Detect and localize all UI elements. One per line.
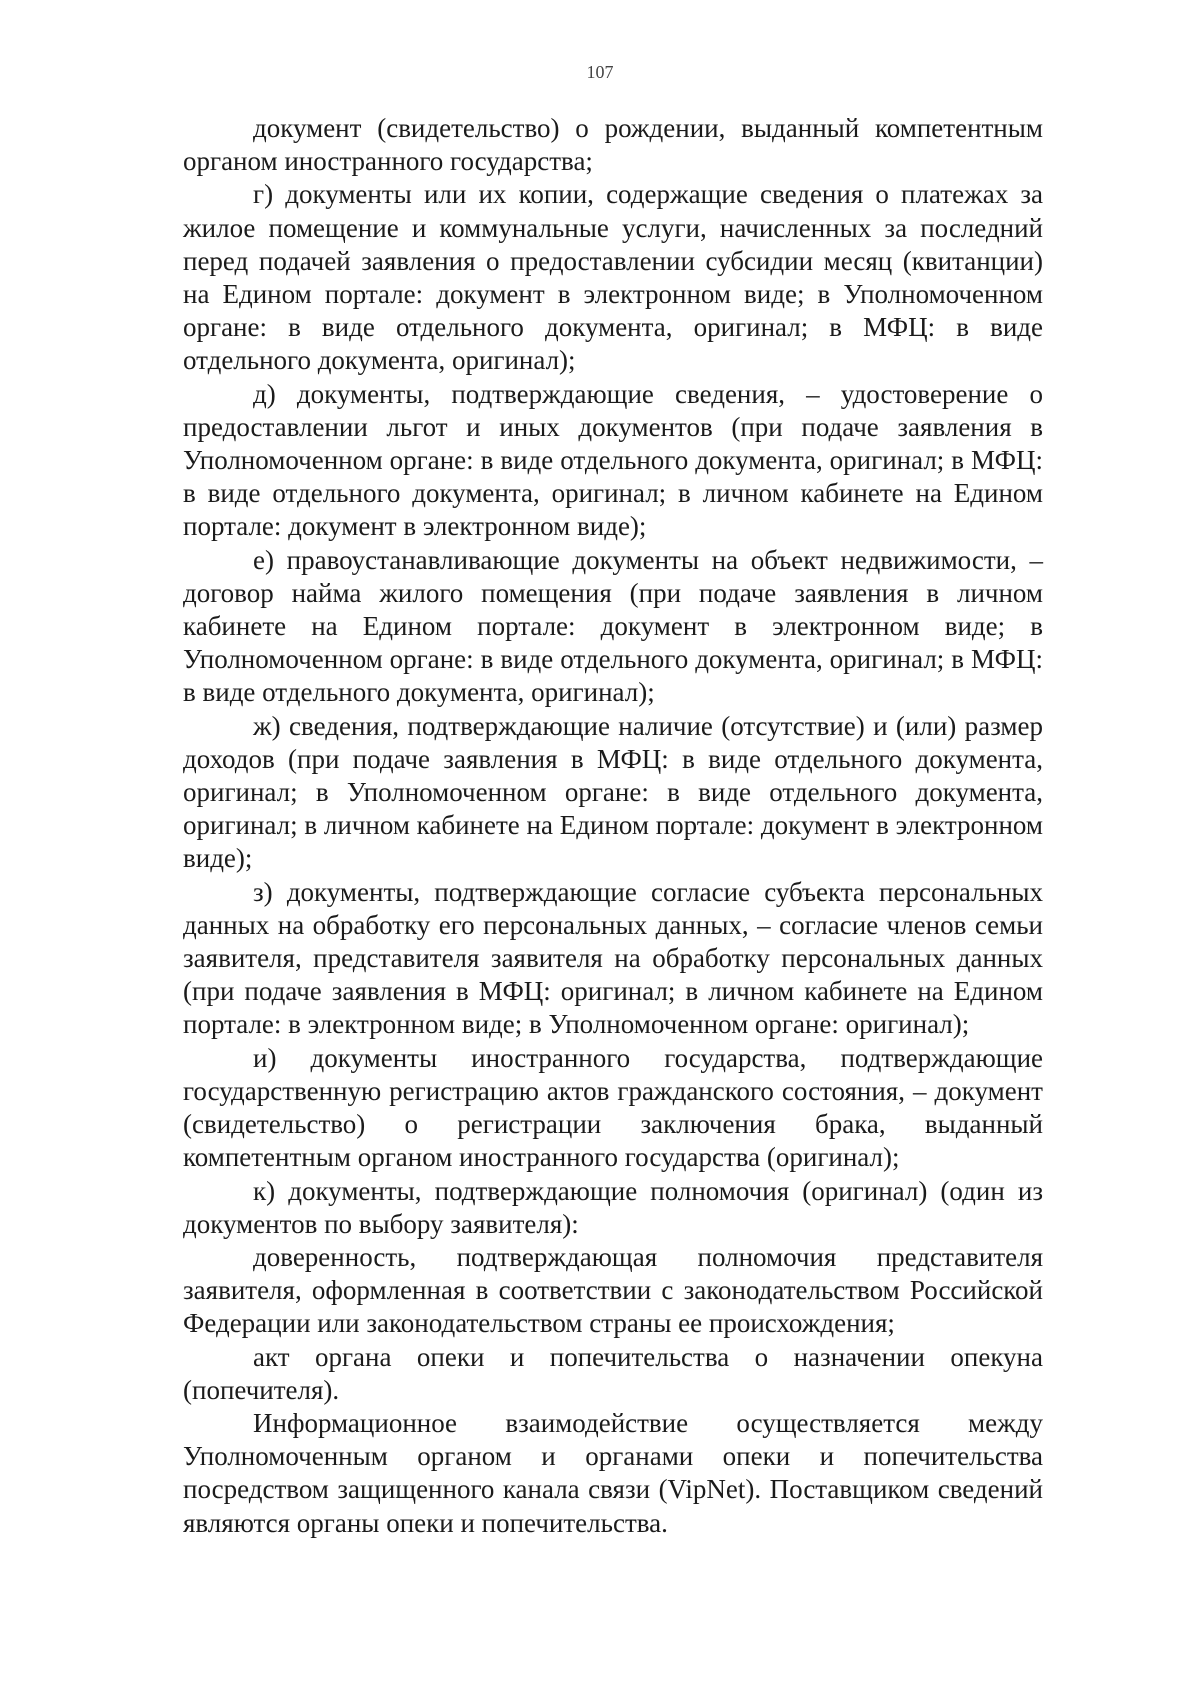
- paragraph-item-d: д) документы, подтверждающие сведения, – удостоверение о предоставлении льгот и иных документов (при подаче заявления в Уполномоченном органе: в виде отдельного документа, оригинал; в МФЦ: в виде отдельного документа, оригинал; в личном кабинете на Едином портале: документ в электронном виде);: [183, 378, 1043, 542]
- paragraph-item-e: е) правоустанавливающие документы на объект недвижимости, – договор найма жилого помещения (при подаче заявления в личном кабинете на Едином портале: документ в электронном виде; в Уполномоченном органе: в виде отдельного документа, оригинал; в МФЦ: в виде отдельного документа, оригинал);: [183, 544, 1043, 708]
- paragraph-item-g: г) документы или их копии, содержащие сведения о платежах за жилое помещение и коммунальные услуги, начисленных за последний перед подачей заявления о предоставлении субсидии месяц (квитанции) на Едином портале: документ в электронном виде; в Уполномоченном органе: в виде отдельного документа, оригинал; в МФЦ: в виде отдельного документа, оригинал);: [183, 179, 1043, 376]
- page-number: 107: [586, 62, 614, 82]
- paragraph-birth-certificate: документ (свидетельство) о рождении, выданный компетентным органом иностранного государства;: [183, 113, 1043, 177]
- paragraph-item-zh: ж) сведения, подтверждающие наличие (отсутствие) и (или) размер доходов (при подаче заявления в МФЦ: в виде отдельного документа, оригинал; в Уполномоченном органе: в виде отдельного документа, оригинал; в личном кабинете на Едином портале: документ в электронном виде);: [183, 710, 1043, 874]
- paragraph-item-z: з) документы, подтверждающие согласие субъекта персональных данных на обработку его персональных данных, – согласие членов семьи заявителя, представителя заявителя на обработку персональных данных (при подаче заявления в МФЦ: оригинал; в личном кабинете на Едином портале: в электронном виде; в Уполномоченном органе: оригинал);: [183, 876, 1043, 1040]
- paragraph-item-k: к) документы, подтверждающие полномочия (оригинал) (один из документов по выбору заявителя):: [183, 1175, 1043, 1239]
- paragraph-power-of-attorney: доверенность, подтверждающая полномочия представителя заявителя, оформленная в соответствии с законодательством Российской Федерации или законодательством страны ее происхождения;: [183, 1241, 1043, 1339]
- document-body: [183, 112, 1043, 1540]
- paragraph-item-i: и) документы иностранного государства, подтверждающие государственную регистрацию актов гражданского состояния, – документ (свидетельство) о регистрации заключения брака, выданный компетентным органом иностранного государства (оригинал);: [183, 1042, 1043, 1173]
- paragraph-information-exchange: Информационное взаимодействие осуществляется между Уполномоченным органом и органами опеки и попечительства посредством защищенного канала связи (VipNet). Поставщиком сведений являются органы опеки и попечительства.: [183, 1407, 1043, 1538]
- paragraph-guardianship-act: акт органа опеки и попечительства о назначении опекуна (попечителя).: [183, 1341, 1043, 1405]
